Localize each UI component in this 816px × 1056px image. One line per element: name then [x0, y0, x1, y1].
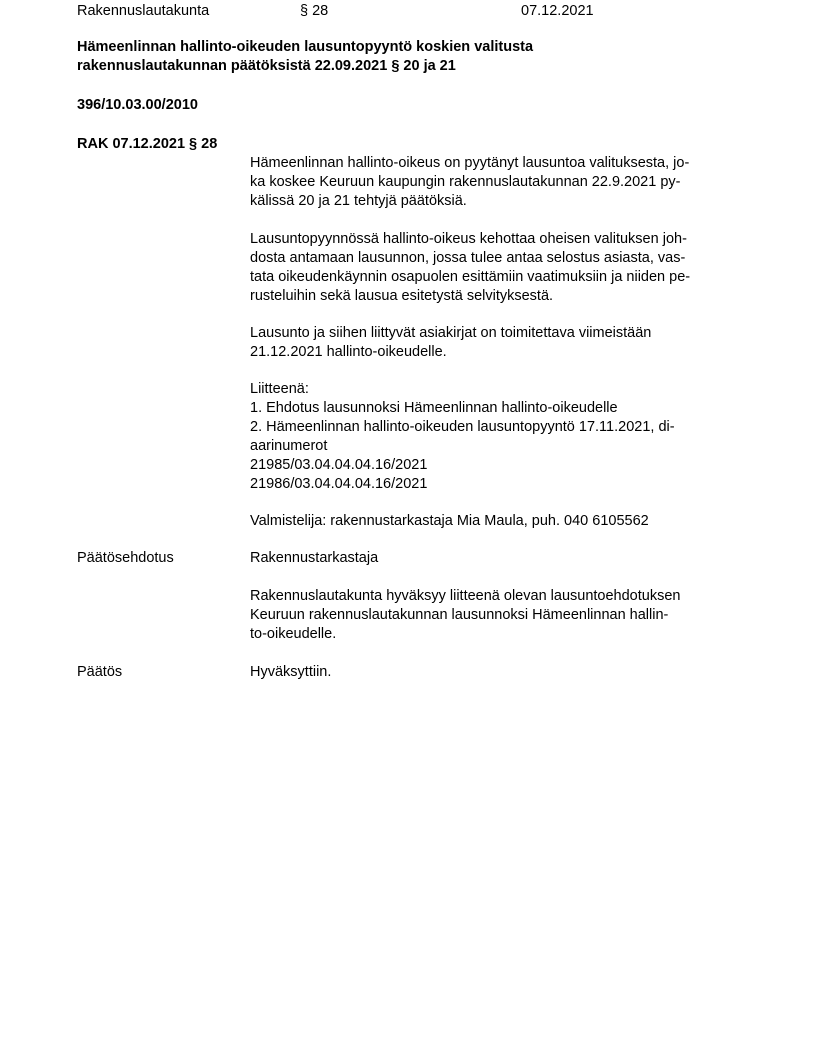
paragraph-instructions	[250, 230, 750, 306]
text-line: dosta antamaan lausunnon, jossa tulee antaa selostus asiasta, vas-	[250, 250, 686, 266]
paragraph-request	[250, 154, 750, 211]
text-line: Keuruun rakennuslautakunnan lausunnoksi Hämeenlinnan hallin-	[250, 607, 669, 623]
rak-reference: RAK 07.12.2021 § 28	[77, 136, 218, 152]
attachments-heading: Liitteenä:	[250, 381, 309, 397]
title-line: Hämeenlinnan hallinto-oikeuden lausuntopyyntö koskien valitusta	[77, 39, 534, 55]
decision-label: Päätös	[77, 664, 123, 680]
paragraph-deadline	[250, 324, 750, 362]
board-name: Rakennuslautakunta	[77, 3, 210, 19]
text-line: Rakennuslautakunta hyväksyy liitteenä olevan lausuntoehdotuksen	[250, 588, 681, 604]
text-line: tata oikeudenkäynnin osapuolen esittämiin vaatimuksiin ja niiden pe-	[250, 269, 691, 285]
preparer-line: Valmistelija: rakennustarkastaja Mia Maula, puh. 040 6105562	[250, 513, 649, 529]
document-title	[77, 38, 677, 76]
attachment-item: aarinumerot	[250, 438, 328, 454]
section-number: § 28	[300, 3, 329, 19]
text-line: kälissä 20 ja 21 tehtyjä päätöksiä.	[250, 193, 467, 209]
preparer-info	[250, 512, 750, 531]
text-line: rusteluihin sekä lausua esitetystä selvityksestä.	[250, 288, 554, 304]
decision-line: Hyväksyttiin.	[250, 664, 332, 680]
text-line: 21.12.2021 hallinto-oikeudelle.	[250, 344, 447, 360]
proposer-line: Rakennustarkastaja	[250, 550, 379, 566]
document-header	[77, 1, 777, 21]
attachments-list	[250, 380, 750, 494]
decision-text	[250, 663, 750, 682]
text-line: Lausuntopyynnössä hallinto-oikeus kehottaa oheisen valituksen joh-	[250, 231, 687, 247]
proposal-text	[250, 587, 750, 644]
attachment-item: 21985/03.04.04.04.16/2021	[250, 457, 428, 473]
meeting-date: 07.12.2021	[521, 3, 594, 19]
text-line: ka koskee Keuruun kaupungin rakennuslautakunnan 22.9.2021 py-	[250, 174, 681, 190]
text-line: Hämeenlinnan hallinto-oikeus on pyytänyt lausuntoa valituksesta, jo-	[250, 155, 690, 171]
attachment-item: 21986/03.04.04.04.16/2021	[250, 476, 428, 492]
title-line: rakennuslautakunnan päätöksistä 22.09.2021 § 20 ja 21	[77, 58, 456, 74]
proposal-proposer	[250, 549, 750, 568]
diary-number: 396/10.03.00/2010	[77, 97, 198, 113]
proposal-label: Päätösehdotus	[77, 550, 174, 566]
attachment-item: 1. Ehdotus lausunnoksi Hämeenlinnan hallinto-oikeudelle	[250, 400, 618, 416]
text-line: Lausunto ja siihen liittyvät asiakirjat on toimitettava viimeistään	[250, 325, 652, 341]
attachment-item: 2. Hämeenlinnan hallinto-oikeuden lausuntopyyntö 17.11.2021, di-	[250, 419, 675, 435]
text-line: to-oikeudelle.	[250, 626, 337, 642]
